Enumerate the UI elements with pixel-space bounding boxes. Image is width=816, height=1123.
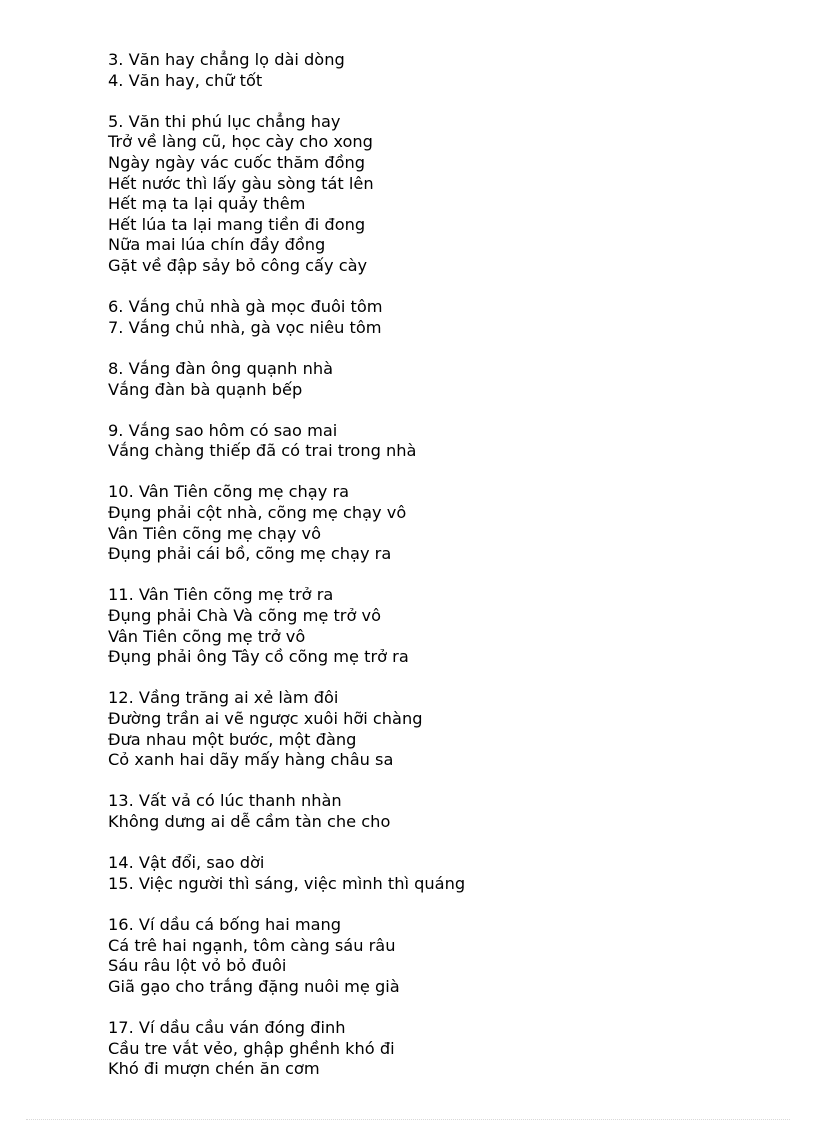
stanza xyxy=(108,482,788,564)
text-line: Cầu tre vắt vẻo, ghập ghềnh khó đi xyxy=(108,1038,395,1058)
text-line: Đụng phải Chà Và cõng mẹ trở vô xyxy=(108,606,381,626)
stanza xyxy=(108,791,788,832)
text-line: 15. Việc người thì sáng, việc mình thì quáng xyxy=(108,873,466,893)
text-line: 13. Vất vả có lúc thanh nhàn xyxy=(108,791,342,811)
text-line: Vắng chàng thiếp đã có trai trong nhà xyxy=(108,441,417,461)
text-line: 3. Văn hay chẳng lọ dài dòng xyxy=(108,50,345,69)
text-line: 16. Ví dầu cá bống hai mang xyxy=(108,914,342,934)
text-line: Cá trê hai ngạnh, tôm càng sáu râu xyxy=(108,935,396,955)
text-line: 4. Văn hay, chữ tốt xyxy=(108,70,263,90)
text-line: Vân Tiên cõng mẹ trở vô xyxy=(108,626,306,646)
text-line: 14. Vật đổi, sao dời xyxy=(108,853,265,873)
stanza xyxy=(108,585,788,667)
text-line: Đụng phải ông Tây cồ cõng mẹ trở ra xyxy=(108,647,409,667)
text-line: Hết lúa ta lại mang tiền đi đong xyxy=(108,214,366,234)
text-line: 9. Vắng sao hôm có sao mai xyxy=(108,420,338,440)
stanza xyxy=(108,688,788,770)
text-line: Đưa nhau một bước, một đàng xyxy=(108,729,357,749)
text-line: Ngày ngày vác cuốc thăm đồng xyxy=(108,152,366,172)
text-line: Vắng đàn bà quạnh bếp xyxy=(108,379,303,399)
text-line: 8. Vắng đàn ông quạnh nhà xyxy=(108,358,334,378)
text-line: Gặt về đập sảy bỏ công cấy cày xyxy=(108,255,368,275)
text-line: Đụng phải cái bồ, cõng mẹ chạy ra xyxy=(108,544,392,564)
stanza xyxy=(108,50,788,91)
stanza xyxy=(108,421,788,462)
text-line: Hết mạ ta lại quảy thêm xyxy=(108,194,306,214)
text-line: 17. Ví dầu cầu ván đóng đinh xyxy=(108,1017,346,1037)
stanza xyxy=(108,915,788,997)
text-line: Vân Tiên cõng mẹ chạy vô xyxy=(108,523,322,543)
text-line: Nữa mai lúa chín đầy đồng xyxy=(108,235,326,255)
text-line: Khó đi mượn chén ăn cơm xyxy=(108,1059,320,1079)
text-line: 10. Vân Tiên cõng mẹ chạy ra xyxy=(108,482,350,502)
stanza xyxy=(108,1018,788,1080)
text-line: 11. Vân Tiên cõng mẹ trở ra xyxy=(108,585,334,605)
text-line: Đụng phải cột nhà, cõng mẹ chạy vô xyxy=(108,503,407,523)
stanza xyxy=(108,359,788,400)
stanza xyxy=(108,853,788,894)
text-line: 5. Văn thi phú lục chẳng hay xyxy=(108,111,341,131)
stanza xyxy=(108,297,788,338)
text-line: Không dưng ai dễ cầm tàn che cho xyxy=(108,811,391,831)
text-line: Đường trần ai vẽ ngược xuôi hỡi chàng xyxy=(108,709,423,728)
text-line: Sáu râu lột vỏ bỏ đuôi xyxy=(108,956,287,976)
text-line: 7. Vắng chủ nhà, gà vọc niêu tôm xyxy=(108,317,382,337)
document-page xyxy=(108,50,788,1100)
text-line: Giã gạo cho trắng đặng nuôi mẹ già xyxy=(108,976,400,996)
text-line: 12. Vầng trăng ai xẻ làm đôi xyxy=(108,688,339,708)
text-line: 6. Vắng chủ nhà gà mọc đuôi tôm xyxy=(108,297,383,317)
text-line: Trở về làng cũ, học cày cho xong xyxy=(108,132,373,152)
stanza xyxy=(108,112,788,277)
text-line: Hết nước thì lấy gàu sòng tát lên xyxy=(108,173,374,193)
text-line: Cỏ xanh hai dãy mấy hàng châu sa xyxy=(108,750,394,770)
page-bottom-divider xyxy=(26,1119,790,1120)
